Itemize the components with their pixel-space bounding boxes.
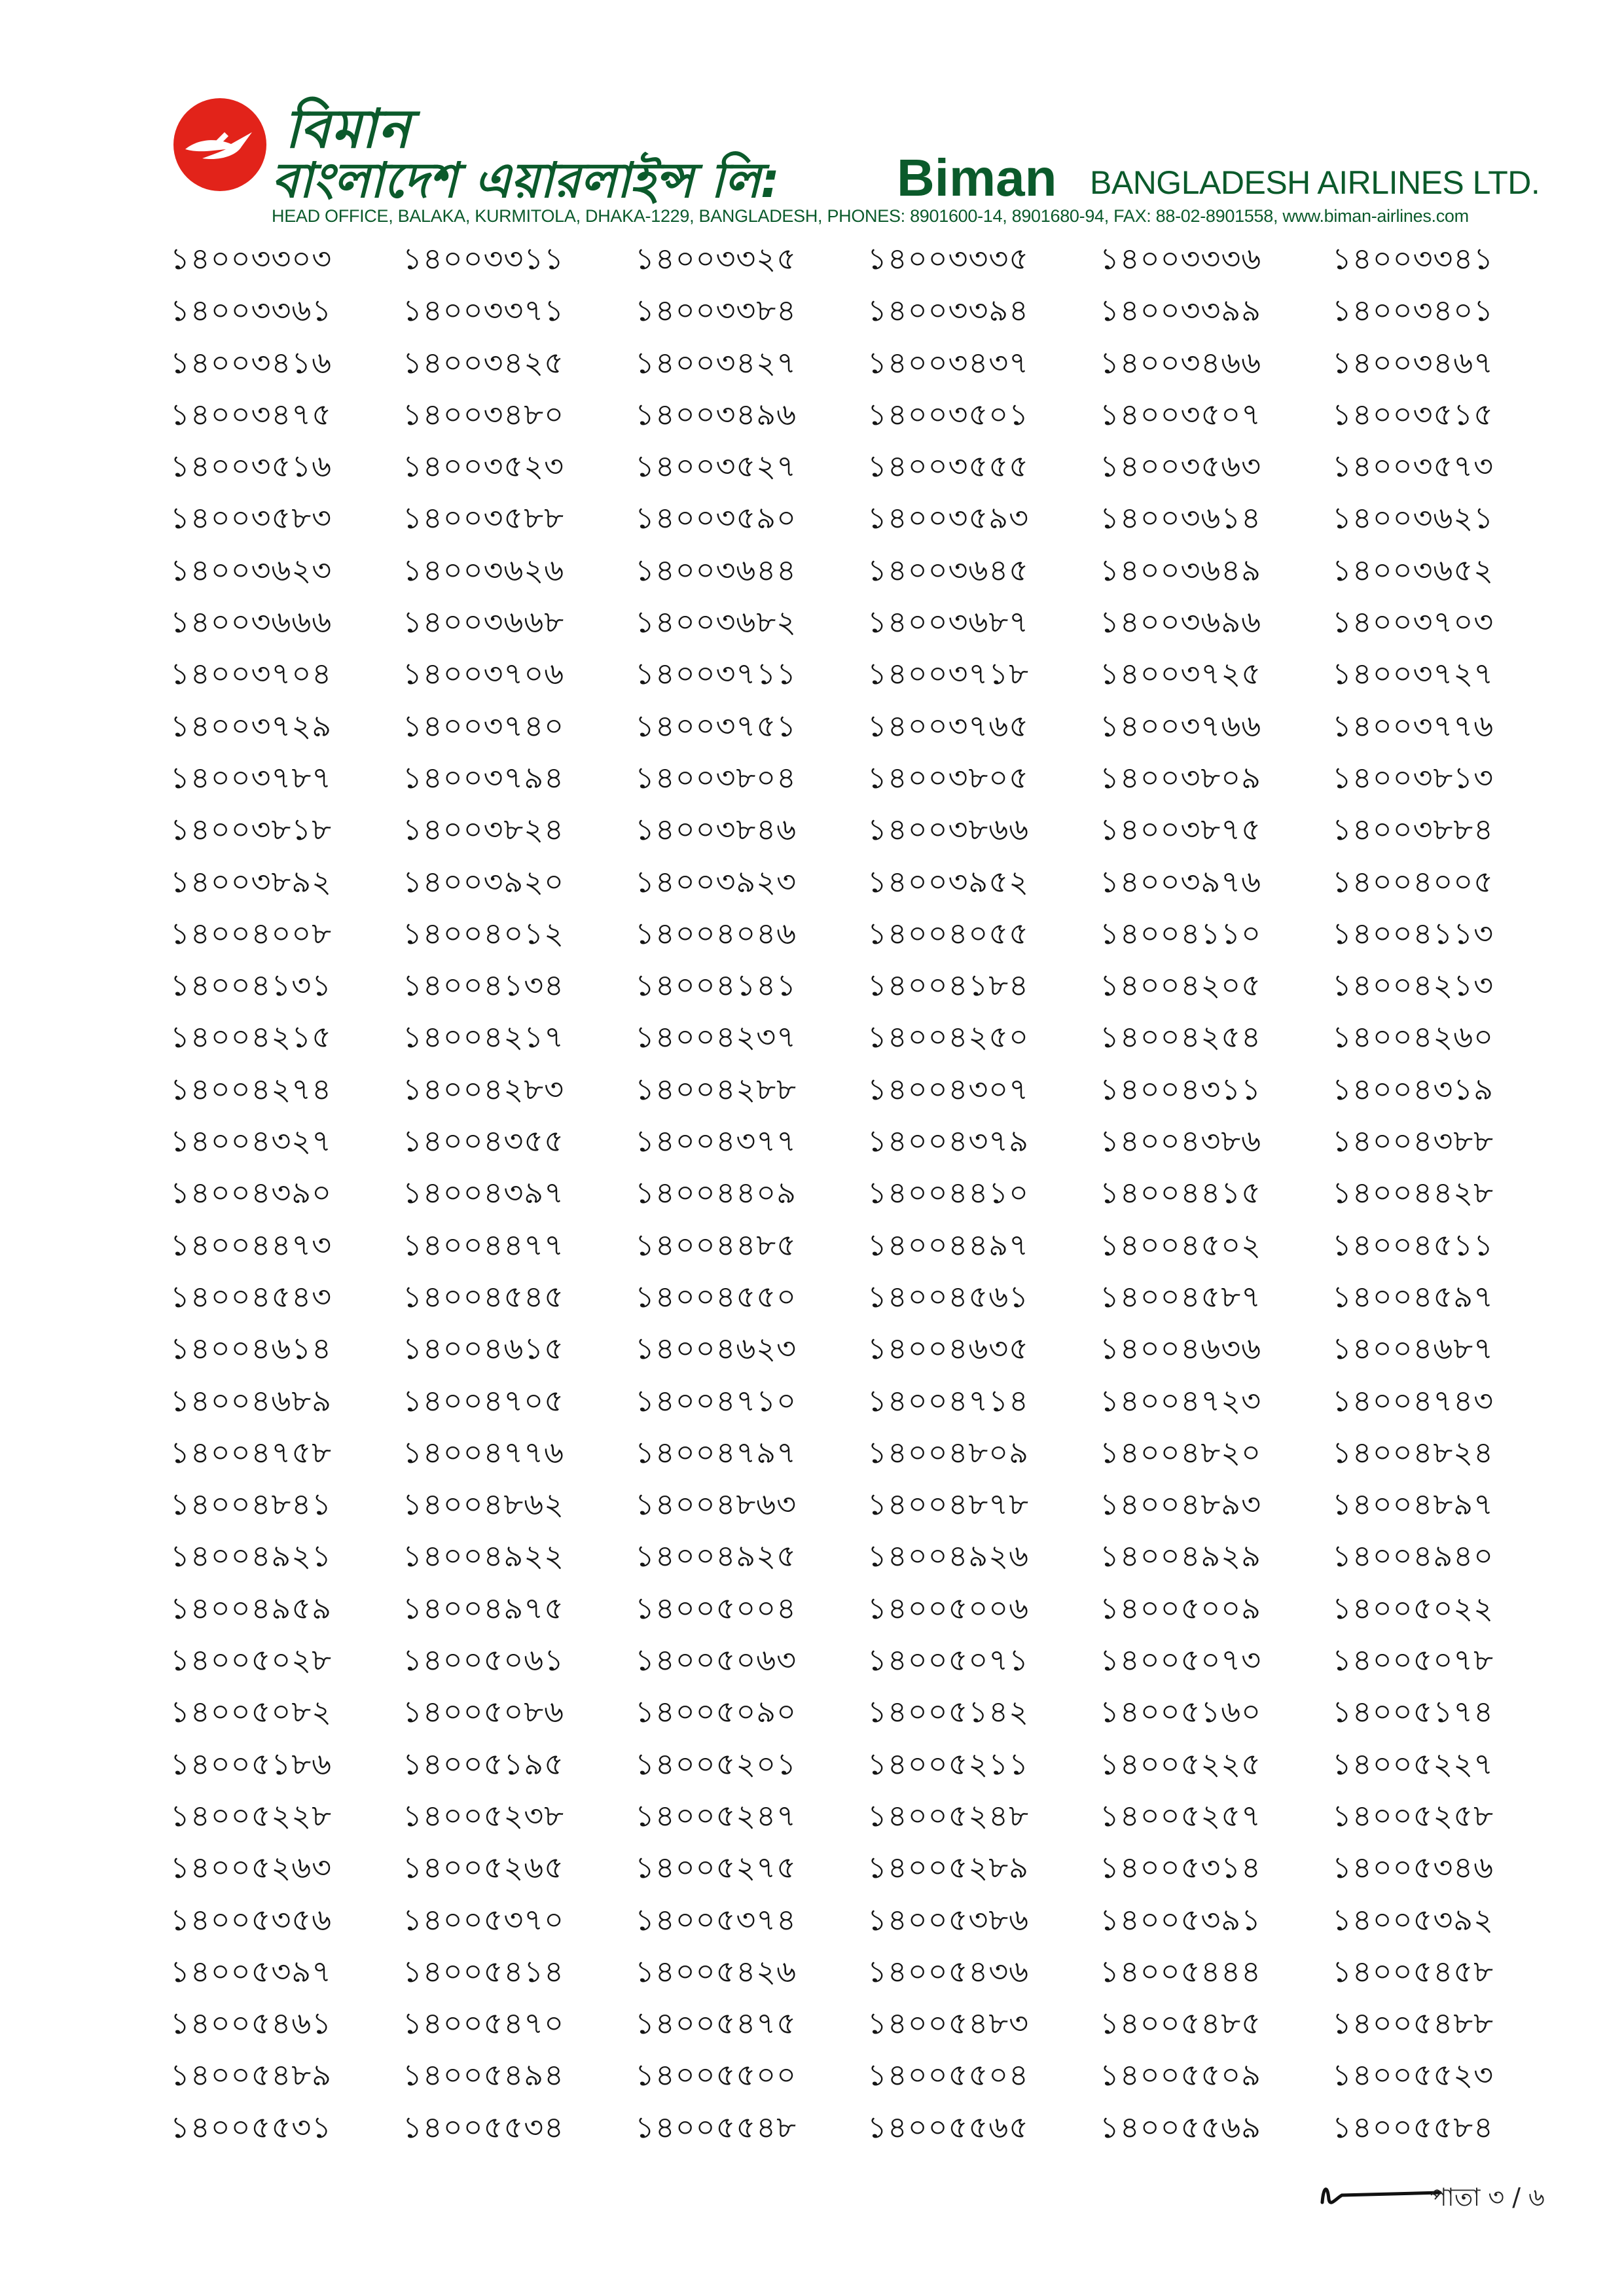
bird-logo-icon (173, 98, 266, 191)
roll-number: ১৪০০৩৫১৫ (1332, 396, 1494, 432)
roll-number: ১৪০০৪০৪৬ (635, 915, 797, 951)
roll-number: ১৪০০৪৬৮৯ (170, 1382, 332, 1418)
roll-number: ১৪০০৫৫০৯ (1100, 2057, 1261, 2093)
roll-number: ১৪০০৪১৮৪ (867, 967, 1029, 1003)
roll-number: ১৪০০৩৬৯৬ (1100, 604, 1262, 640)
roll-number: ১৪০০৪৮৬৩ (635, 1486, 797, 1522)
roll-number: ১৪০০৪৮৪১ (170, 1486, 332, 1522)
roll-number: ১৪০০৩৮৭৫ (1100, 812, 1262, 848)
roll-number: ১৪০০৫২২৫ (1100, 1746, 1262, 1782)
roll-number: ১৪০০৩৭৬৬ (1100, 708, 1262, 744)
roll-number: ১৪০০৫১৮৬ (170, 1746, 332, 1782)
roll-number: ১৪০০৪৪৭৭ (403, 1227, 565, 1263)
roll-number: ১৪০০৪৭০৫ (403, 1382, 565, 1418)
roll-number: ১৪০০৫০০৬ (867, 1590, 1030, 1626)
roll-number: ১৪০০৪৫৮৭ (1100, 1278, 1261, 1314)
roll-number: ১৪০০৪৫০২ (1100, 1227, 1262, 1263)
roll-number: ১৪০০৫২৫৭ (1100, 1797, 1262, 1833)
roll-number: ১৪০০৪৮০৯ (867, 1434, 1029, 1470)
roll-number: ১৪০০৫০২২ (1332, 1590, 1494, 1626)
roll-number: ১৪০০৩৬২৩ (170, 552, 333, 588)
roll-number: ১৪০০৪৭২৩ (1100, 1382, 1262, 1418)
roll-number: ১৪০০৩৬৮৭ (867, 604, 1030, 640)
roll-number: ১৪০০৪৭৪৩ (1332, 1382, 1494, 1418)
roll-number: ১৪০০৪৮৯৩ (1100, 1486, 1261, 1522)
roll-number: ১৪০০৪৪০৯ (635, 1175, 797, 1211)
roll-number: ১৪০০৫১৪২ (867, 1694, 1029, 1730)
roll-number: ১৪০০৪৬২৩ (635, 1331, 797, 1367)
roll-number: ১৪০০৪৩১৯ (1332, 1071, 1494, 1107)
roll-number: ১৪০০৪৬১৫ (403, 1331, 564, 1367)
roll-number: ১৪০০৪৯৫৯ (170, 1590, 332, 1626)
roll-number: ১৪০০৫৪১৪ (403, 1953, 564, 1989)
roll-number: ১৪০০৪৮২০ (1100, 1434, 1262, 1470)
roll-number: ১৪০০৩৫২৭ (635, 448, 797, 484)
roll-number: ১৪০০৫৩৪৬ (1332, 1850, 1494, 1886)
roll-number: ১৪০০৫৪৫৮ (1332, 1953, 1494, 1989)
roll-number: ১৪০০৪৩১১ (1100, 1071, 1261, 1107)
roll-number: ১৪০০৩৭০৪ (170, 656, 333, 692)
roll-number: ১৪০০৪১৩১ (170, 967, 332, 1003)
roll-number: ১৪০০৪৪১৫ (1100, 1175, 1261, 1211)
roll-number: ১৪০০৪৩৮৮ (1332, 1123, 1494, 1159)
roll-number: ১৪০০৪০০৫ (1332, 863, 1494, 899)
roll-number: ১৪০০৫৫৬৫ (867, 2109, 1029, 2145)
roll-number: ১৪০০৪২৮৮ (635, 1071, 797, 1107)
roll-number: ১৪০০৩৭৫১ (635, 708, 797, 744)
roll-number: ১৪০০৩৮০৫ (867, 759, 1030, 795)
roll-number: ১৪০০৩৮৯২ (170, 863, 333, 899)
roll-number: ১৪০০৩৩৭১ (403, 293, 565, 329)
roll-number: ১৪০০৩৭৪০ (403, 708, 565, 744)
roll-number: ১৪০০৩৬৮২ (635, 604, 797, 640)
roll-number: ১৪০০৫৫৩১ (170, 2109, 332, 2145)
roll-number: ১৪০০৫২৬৫ (403, 1850, 565, 1886)
roll-number: ১৪০০৪৫১১ (1332, 1227, 1494, 1263)
roll-number: ১৪০০৫৩৫৬ (170, 1901, 333, 1937)
roll-number-grid (170, 236, 1571, 2156)
roll-number: ১৪০০৩৭২৭ (1332, 656, 1494, 692)
roll-number: ১৪০০৪২১৫ (170, 1019, 332, 1055)
roll-number: ১৪০০৪৬৩৬ (1100, 1331, 1262, 1367)
roll-number: ১৪০০৩৫০৭ (1100, 396, 1262, 432)
roll-number: ১৪০০৩৪২৭ (635, 344, 797, 380)
roll-number: ১৪০০৫৪৮৫ (1100, 2005, 1261, 2041)
roll-number: ১৪০০৪৪১০ (867, 1175, 1029, 1211)
roll-number: ১৪০০৩৫৭৩ (1332, 448, 1494, 484)
roll-number: ১৪০০৪২৬০ (1332, 1019, 1494, 1055)
roll-number: ১৪০০৪৭৭৬ (403, 1434, 565, 1470)
roll-number: ১৪০০৩৩৩৫ (867, 241, 1030, 276)
roll-number: ১৪০০৩৯৫২ (867, 863, 1030, 899)
roll-number: ১৪০০৫০৮২ (170, 1694, 333, 1730)
roll-number: ১৪০০৩৩৯৯ (1100, 293, 1262, 329)
roll-number: ১৪০০৫২৫৮ (1332, 1797, 1494, 1833)
roll-number: ১৪০০৩৩৬১ (170, 293, 333, 329)
roll-number: ১৪০০৫১৭৪ (1332, 1694, 1494, 1730)
roll-number: ১৪০০৫৪৮৩ (867, 2005, 1029, 2041)
roll-number: ১৪০০৫৪৭০ (403, 2005, 565, 2041)
roll-number: ১৪০০৫৫২৩ (1332, 2057, 1494, 2093)
roll-number: ১৪০০৪৩৭৭ (635, 1123, 797, 1159)
roll-number: ১৪০০৫১৯৫ (403, 1746, 564, 1782)
roll-number: ১৪০০৪৫৫০ (635, 1278, 797, 1314)
letterhead-bangla-name-line1: বিমান (285, 98, 412, 160)
roll-number: ১৪০০৩৫৯৩ (867, 500, 1030, 536)
roll-number: ১৪০০৫৪৮৯ (170, 2057, 332, 2093)
roll-number: ১৪০০৩৮২৪ (403, 812, 565, 848)
roll-number: ১৪০০৩৭২৫ (1100, 656, 1262, 692)
roll-number: ১৪০০৪৮৯৭ (1332, 1486, 1494, 1522)
roll-number: ১৪০০৪৯৭৫ (403, 1590, 564, 1626)
roll-number: ১৪০০৩৮১৩ (1332, 759, 1494, 795)
roll-number: ১৪০০৩৭২৯ (170, 708, 333, 744)
roll-number: ১৪০০৫৩৯৭ (170, 1953, 333, 1989)
roll-number: ১৪০০৩৪৬৬ (1100, 344, 1262, 380)
roll-number: ১৪০০৫৪৮৮ (1332, 2005, 1494, 2041)
roll-number: ১৪০০৩৬৪৫ (867, 552, 1030, 588)
roll-number: ১৪০০৫২৭৫ (635, 1850, 797, 1886)
roll-number: ১৪০০৩৬১৪ (1100, 500, 1262, 536)
roll-number: ১৪০০৪২১৩ (1332, 967, 1494, 1003)
roll-number: ১৪০০৪৩৮৬ (1100, 1123, 1262, 1159)
roll-number: ১৪০০৫৪৭৫ (635, 2005, 797, 2041)
roll-number: ১৪০০৩৮১৮ (170, 812, 332, 848)
roll-number: ১৪০০৪৪৭৩ (170, 1227, 333, 1263)
roll-number: ১৪০০৫০০৯ (1100, 1590, 1262, 1626)
roll-number: ১৪০০৩৪৮০ (403, 396, 565, 432)
letterhead-brand: Biman (897, 149, 1057, 207)
roll-number: ১৪০০৩৭০৩ (1332, 604, 1494, 640)
roll-number: ১৪০০৫৫৩৪ (403, 2109, 564, 2145)
roll-number: ১৪০০৪৬৮৭ (1332, 1331, 1494, 1367)
roll-number: ১৪০০৫০৬১ (403, 1642, 565, 1678)
roll-number: ১৪০০৪৮৭৮ (867, 1486, 1029, 1522)
roll-number: ১৪০০৩৮৮৪ (1332, 812, 1494, 848)
roll-number: ১৪০০৪০১২ (403, 915, 565, 951)
roll-number: ১৪০০৫৩১৪ (1100, 1850, 1261, 1886)
letterhead-address: HEAD OFFICE, BALAKA, KURMITOLA, DHAKA-1229, BANGLADESH, PHONES: 8901600-14, 8901680-94, FAX: 88-02-8901558, www.biman-airlines.com (272, 206, 1469, 226)
roll-number: ১৪০০৪২০৫ (1100, 967, 1262, 1003)
roll-number: ১৪০০৩৪৩৭ (867, 344, 1030, 380)
roll-number: ১৪০০৪১১০ (1100, 915, 1261, 951)
roll-number: ১৪০০৫০২৮ (170, 1642, 333, 1678)
roll-number: ১৪০০৪৩০৭ (867, 1071, 1030, 1107)
roll-number: ১৪০০৪৯২৫ (635, 1538, 797, 1574)
roll-number: ১৪০০৫৪৬১ (170, 2005, 332, 2041)
roll-number: ১৪০০৩৮০৯ (1100, 759, 1262, 795)
roll-number: ১৪০০৩৯২৩ (635, 863, 797, 899)
roll-number: ১৪০০৪২৩৭ (635, 1019, 797, 1055)
roll-number: ১৪০০৩৭৯৪ (403, 759, 565, 795)
roll-number: ১৪০০৩৮৬৬ (867, 812, 1030, 848)
roll-number: ১৪০০৫২২৮ (170, 1797, 333, 1833)
roll-number: ১৪০০৩৬২৬ (403, 552, 565, 588)
roll-number: ১৪০০৫৫০০ (635, 2057, 797, 2093)
roll-number: ১৪০০৫২০১ (635, 1746, 797, 1782)
roll-number: ১৪০০৩৬৪৯ (1100, 552, 1262, 588)
roll-number: ১৪০০৪২৭৪ (170, 1071, 333, 1107)
roll-number: ১৪০০৫৪২৬ (635, 1953, 797, 1989)
roll-number: ১৪০০৫৪৩৬ (867, 1953, 1030, 1989)
roll-number: ১৪০০৩৩৮৪ (635, 293, 797, 329)
roll-number: ১৪০০৩৩৪১ (1332, 241, 1494, 276)
signature-icon (1316, 2166, 1447, 2219)
roll-number: ১৪০০৪৬১৪ (170, 1331, 332, 1367)
roll-number: ১৪০০৪৫৪৫ (403, 1278, 564, 1314)
roll-number: ১৪০০৩৭৭৬ (1332, 708, 1494, 744)
roll-number: ১৪০০৫৩৯১ (1100, 1901, 1261, 1937)
roll-number: ১৪০০৩৪৭৫ (170, 396, 333, 432)
roll-number: ১৪০০৫০৭১ (867, 1642, 1030, 1678)
roll-number: ১৪০০৩৬৪৪ (635, 552, 797, 588)
roll-number: ১৪০০৩৬৬৮ (403, 604, 565, 640)
roll-number: ১৪০০৩৭৮৭ (170, 759, 333, 795)
roll-number: ১৪০০৫২৬৩ (170, 1850, 333, 1886)
roll-number: ১৪০০৪৫৪৩ (170, 1278, 332, 1314)
roll-number: ১৪০০৩৪২৫ (403, 344, 565, 380)
roll-number: ১৪০০৫২১১ (867, 1746, 1029, 1782)
roll-number: ১৪০০৩৭০৬ (403, 656, 565, 692)
roll-number: ১৪০০৫২২৭ (1332, 1746, 1494, 1782)
roll-number: ১৪০০৪৪২৮ (1332, 1175, 1494, 1211)
roll-number: ১৪০০৫২৩৮ (403, 1797, 565, 1833)
roll-number: ১৪০০৩৫৮৩ (170, 500, 333, 536)
roll-number: ১৪০০৩৪৬৭ (1332, 344, 1494, 380)
roll-number: ১৪০০৩৬৫২ (1332, 552, 1494, 588)
roll-number: ১৪০০৪০০৮ (170, 915, 333, 951)
roll-number: ১৪০০৩৩৩৬ (1100, 241, 1262, 276)
roll-number: ১৪০০৩৫০১ (867, 396, 1030, 432)
roll-number: ১৪০০৪২৫৪ (1100, 1019, 1261, 1055)
roll-number: ১৪০০৪৭১৪ (867, 1382, 1029, 1418)
roll-number: ১৪০০৫৫৮৪ (1332, 2109, 1494, 2145)
roll-number: ১৪০০৫০৭৩ (1100, 1642, 1262, 1678)
roll-number: ১৪০০৪৩৫৫ (403, 1123, 564, 1159)
roll-number: ১৪০০৩৭১৮ (867, 656, 1030, 692)
roll-number: ১৪০০৩৮০৪ (635, 759, 797, 795)
roll-number: ১৪০০৪১১৩ (1332, 915, 1494, 951)
roll-number: ১৪০০৫১৬০ (1100, 1694, 1262, 1730)
roll-number: ১৪০০৫০৭৮ (1332, 1642, 1494, 1678)
roll-number: ১৪০০৫৩৮৬ (867, 1901, 1030, 1937)
roll-number: ১৪০০৪৭৯৭ (635, 1434, 797, 1470)
roll-number: ১৪০০৩৭১১ (635, 656, 797, 692)
roll-number: ১৪০০৩৫২৩ (403, 448, 565, 484)
roll-number: ১৪০০৪৯২২ (403, 1538, 565, 1574)
roll-number: ১৪০০৩৬২১ (1332, 500, 1494, 536)
roll-number: ১৪০০৪২৫০ (867, 1019, 1030, 1055)
roll-number: ১৪০০৪৬৩৫ (867, 1331, 1030, 1367)
roll-number: ১৪০০৪৩৯০ (170, 1175, 333, 1211)
roll-number: ১৪০০৩৭৬৫ (867, 708, 1030, 744)
roll-number: ১৪০০৫৪৪৪ (1100, 1953, 1261, 1989)
roll-number: ১৪০০৪৯৪০ (1332, 1538, 1494, 1574)
roll-number: ১৪০০৫৩৭৪ (635, 1901, 797, 1937)
roll-number: ১৪০০৩৩৯৪ (867, 293, 1030, 329)
roll-number: ১৪০০৩৩২৫ (635, 241, 797, 276)
roll-number: ১৪০০৪৮২৪ (1332, 1434, 1494, 1470)
roll-number: ১৪০০৫৩৭০ (403, 1901, 565, 1937)
roll-number: ১৪০০৪৩৭৯ (867, 1123, 1030, 1159)
roll-number: ১৪০০৩৩০৩ (170, 241, 333, 276)
roll-number: ১৪০০৩৯২০ (403, 863, 565, 899)
roll-number: ১৪০০৩৪৯৬ (635, 396, 797, 432)
letterhead-bangla-name-line2: বাংলাদেশ এয়ারলাইন্স লি: (272, 152, 780, 209)
roll-number: ১৪০০৪৯২৯ (1100, 1538, 1261, 1574)
roll-number: ১৪০০৩৫৫৫ (867, 448, 1029, 484)
roll-number: ১৪০০৩৯৭৬ (1100, 863, 1262, 899)
roll-number: ১৪০০৩৫৮৮ (403, 500, 564, 536)
roll-number: ১৪০০৫৫৬৯ (1100, 2109, 1261, 2145)
roll-number: ১৪০০৪২৮৩ (403, 1071, 565, 1107)
roll-number: ১৪০০৩৩১১ (403, 241, 565, 276)
roll-number: ১৪০০৫২৮৯ (867, 1850, 1029, 1886)
roll-number: ১৪০০৩৫৬৩ (1100, 448, 1262, 484)
roll-number: ১৪০০৪০৫৫ (867, 915, 1029, 951)
roll-number: ১৪০০৫০০৪ (635, 1590, 797, 1626)
roll-number: ১৪০০৪১৩৪ (403, 967, 564, 1003)
roll-number: ১৪০০৫২৪৮ (867, 1797, 1029, 1833)
roll-number: ১৪০০৫২৪৭ (635, 1797, 797, 1833)
roll-number: ১৪০০৫৫০৪ (867, 2057, 1029, 2093)
roll-number: ১৪০০৩৮৪৬ (635, 812, 797, 848)
roll-number: ১৪০০৪৭১০ (635, 1382, 797, 1418)
roll-number: ১৪০০৫০৯০ (635, 1694, 797, 1730)
roll-number: ১৪০০৩৪০১ (1332, 293, 1494, 329)
roll-number: ১৪০০৫৩৯২ (1332, 1901, 1494, 1937)
roll-number: ১৪০০৩৪১৬ (170, 344, 333, 380)
roll-number: ১৪০০৪৩২৭ (170, 1123, 333, 1159)
roll-number: ১৪০০৪২১৭ (403, 1019, 565, 1055)
roll-number: ১৪০০৪৯২১ (170, 1538, 332, 1574)
page-number: পাতা ৩ / ৬ (1430, 2183, 1545, 2212)
roll-number: ১৪০০৪৭৫৮ (170, 1434, 332, 1470)
roll-number: ১৪০০৫৪৯৪ (403, 2057, 564, 2093)
roll-number: ১৪০০৪৩৯৭ (403, 1175, 565, 1211)
page-footer (1316, 2166, 1564, 2219)
letterhead-brand-suffix: BANGLADESH AIRLINES LTD. (1090, 164, 1540, 201)
roll-number: ১৪০০৪৮৬২ (403, 1486, 565, 1522)
roll-number: ১৪০০৩৬৬৬ (170, 604, 333, 640)
roll-number: ১৪০০৪৯২৬ (867, 1538, 1030, 1574)
roll-number: ১৪০০৪৪৯৭ (867, 1227, 1029, 1263)
roll-number: ১৪০০৪৫৬১ (867, 1278, 1029, 1314)
roll-number: ১৪০০৫০৬৩ (635, 1642, 797, 1678)
letterhead (173, 92, 1542, 232)
roll-number: ১৪০০৩৫৯০ (635, 500, 797, 536)
roll-number: ১৪০০৫৫৪৮ (635, 2109, 797, 2145)
roll-number: ১৪০০৩৫১৬ (170, 448, 333, 484)
roll-number: ১৪০০৫০৮৬ (403, 1694, 565, 1730)
roll-number: ১৪০০৪৪৮৫ (635, 1227, 797, 1263)
bird-logo-icon-svg (173, 98, 266, 191)
roll-number: ১৪০০৪১৪১ (635, 967, 797, 1003)
roll-number: ১৪০০৪৫৯৭ (1332, 1278, 1494, 1314)
